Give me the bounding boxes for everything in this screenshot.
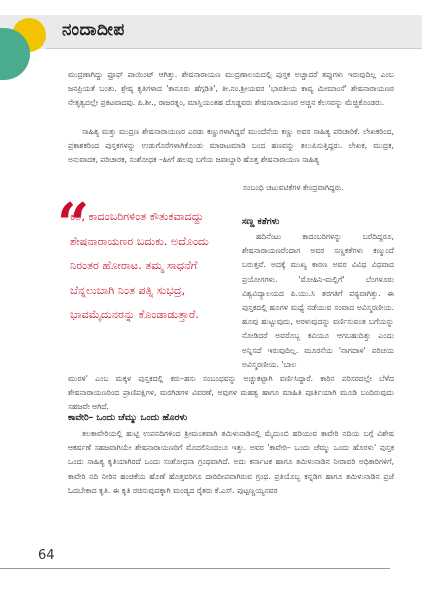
paragraph-short-stories: ಹದಿನೆಂಟು ಕಾದಂಬರಿಗಳನ್ನು ಬರೆದಿದ್ದರೂ, ಶೇಷನಾರಾಯಣರೆಂದಾಗ ಅವರ ಸಣ್ಣಕತೆಗಳು ಕಣ್ಮುಂದೆ ಬರುತ್ತವೆ. ಅದಕ್ಕೆ ಮುಖ್ಯ ಕಾರಣ ಅವರ ವಿವಿಧ ವಿಧವಾದ ಪ್ರಯೋಗಗಳು. 'ಮೋಹಿನಿ-ಮಲ್ಲಿಗೆ' ಬೆಂಗಳೂರು ವಿಶ್ವವಿದ್ಯಾಲಯದ ಪಿ.ಯು.ಸಿ ತರಗತಿಗೆ ಪಠ್ಯವಾಗಿತ್ತು. ಈ ಪುಸ್ತಕದಲ್ಲಿ ಹೂಗಳ ಮಧ್ಯೆ ನಡೆಯುವ ಸಂವಾದ ಅವಿಸ್ಮರಣೀಯ. ಹೂವು ಹುಟ್ಟುವುದು, ಅರಳುವುದನ್ನು ವರ್ಣಿಸುವಂತ ಬಗೆಯನ್ನು ನೋಡಿದರೆ ಅವರೊಬ್ಬ ಕವಿಯೂ ಆಗಬಹುದಿತ್ತು ಎಂದು ಅನ್ನಿಸದೆ ಇರುವುದಿಲ್ಲ. ಮೂರನೆಯ 'ನಾಗದಾಳ' ಪರಿಚಯ ಅವಿಸ್ಮರಣೀಯ. 'ಬಾಲ	[242, 232, 394, 369]
paragraph-literary-service-tail: ಸಂಬಂಧಿ ಚಟುವಟಿಕೆಗಳ ಕೇಂದ್ರವಾಗಿದ್ದರು.	[243, 183, 344, 192]
header-divider	[46, 48, 422, 49]
quote-mark-icon: “	[57, 191, 90, 257]
paragraph-printing: ಮುದ್ರಣಾಗಿದ್ದು ಫ್ರೂಫ್ ಪಾಯಿಂಟ್ ಆಗಿತ್ತು. ಶೇಷನಾರಾಯಣ ಮುದ್ರಣಾಲಯದಲ್ಲಿ ಪುಸ್ತಕ ಅಚ್ಚಾದರೆ ತಪ್ಪುಗಳು ಇರುವುದಿಲ್ಲ ಎಂಬ ಜನಪ್ರಿಯತೆ ಬಂತು. ಶ್ರೇಷ್ಠ ಕೃತಿಗಳಾದ 'ಕಾನೂರು ಹೆಗ್ಗಡಿತಿ', ತೀ.ನಂ.ಶ್ರೀಯವರ 'ಭಾರತೀಯ ಕಾವ್ಯ ಮೀಮಾಂಸೆ' ಶೇಷನಾರಾಯಣರ ನೇತೃತ್ವದಲ್ಲೇ ಪ್ರಕಟವಾದವು. ಪಿ.ಶೀ., ರಾಜರತ್ನಂ, ಮಾಸ್ತಿಯಂತಹ ದೊಡ್ಡವರು ಶೇಷನಾರಾಯಣರ ಅಚ್ಚಿನ ಕೆಲಸವನ್ನು ಮೆಚ್ಚಿಕೊಂಡರು.	[68, 70, 394, 108]
paragraph-kaveri: ತಲಕಾವೇರಿಯಲ್ಲಿ ಹುಟ್ಟಿ ಉಪನದಿಗಳಿಂದ ಶ್ರೀಮಂತವಾಗಿ ತಮಿಳುನಾಡಿನಲ್ಲಿ ಮೈದುಂಬಿ ಹರಿಯುವ ಕಾವೇರಿ ನದಿಯ ಬಗ್ಗೆ ವಿಶೇಷ ಆಕರ್ಷಣೆ ಸಹಜವಾಗಿಯೇ ಶೇಷನಾರಾಯಣರಿಗೆ ಮೊದಲಿನಿಂದಲೂ ಇತ್ತು. ಅವರ 'ಕಾವೇರಿ– ಒಂದು ಚೆಮ್ಮು ಒಂದು ಹೊರಳು' ಪುಸ್ತಕ ಒಂದು ಸಾಹಿತ್ಯ ಕೃತಿಯಾಗಿರದೆ ಒಂದು ಸಂಶೋಧನಾ ಗ್ರಂಥವಾಗಿದೆ. ಅದು ಕರ್ನಾಟಕ ಹಾಗೂ ತಮಿಳುನಾಡಿನ ನೀರಾವರಿ ಅಧಿಕಾರಿಗಳಿಗೆ, ಕಾವೇರಿ ನದಿ ನೀರಿನ ಹಂಚಿಕೆಯ ಹೊಣೆ ಹೊತ್ತವರಿಗೂ ದಾರಿದೀಪವಾಗಿರುವ ಗ್ರಂಥ. ಪ್ರತಿಯೊಬ್ಬ ಕನ್ನಡಿಗ ಹಾಗೂ ತಮಿಳುನಾಡಿನ ಪ್ರಜೆ ಓದಬೇಕಾದ ಕೃತಿ. ಈ ಕೃತಿ ರಚಿಸುವುದಕ್ಕಾಗಿ ಮಂಡ್ಯದ ರೈತರು ಕೆ.ಎಸ್. ಪುಟ್ಟಣ್ಣಯ್ಯನವರ	[68, 429, 394, 495]
paragraph-short-stories-tail: ಮುರಳಿ' ಎಂಬ ಮಕ್ಕಳ ಪುಸ್ತಕದಲ್ಲಿ ಕರು–ಹಸು ಸಂಬಂಧವನ್ನು ಅಚ್ಚುಕಟ್ಟಾಗಿ ವರ್ಣಿಸಿದ್ದಾರೆ. ಕಾರಿನ ಪರಿಸರದಲ್ಲೇ ಬೆಳೆದ ಶೇಷನಾರಾಯಣರಿಂದ ಪ್ರಾಣಿಪಕ್ಷಿಗಳ, ಮರಗಿಡಗಳ ವಿವರಣೆ, ಅವುಗಳ ಮಹತ್ವ ಹಾಗೂ ಮಾಹಿತಿ ಪೂರ್ತಿಯಾಗಿ ಮೂಡಿ ಬಂದಿರುವುದು ಸಹಜವೇ ಆಗಿದೆ.	[68, 374, 394, 412]
magazine-title: ನಂದಾದೀಪ	[62, 20, 125, 40]
subheading-short-stories: ಸಣ್ಣ ಕತೆಗಳು	[242, 217, 280, 227]
page-number: 64	[38, 548, 55, 563]
subheading-kaveri: ಕಾವೇರಿ– ಒಂದು ಚೆಮ್ಮು ಒಂದು ಹೊರಳು	[68, 413, 188, 423]
paragraph-literary-service: ಸಾಹಿತ್ಯ ಮತ್ತು ಮುದ್ರಣ ಶೇಷನಾರಾಯಣರ ಎರಡು ಕಣ್ಣುಗಳಾಗಿದ್ದವೆ ಮುಂದೆನೆಯ ಕಣ್ಣು ಅವರ ಸಾಹಿತ್ಯ ಪರಿಚಾರಿಕೆ. ಲೇಖಕರಿಂದ, ಪ್ರಕಾಶಕರಿಂದ ಪುಸ್ತಕಗಳನ್ನು ಉಡುಗೊರೆಗಳಾಗಿಕೊಂಡು ಮಾರಾಟಮಾಡಿ ಬಂದ ಹಣವನ್ನು ತಲುಪಿಸುತ್ತಿದ್ದರು. ಲೇಖಕ, ಮುದ್ರಕ, ಅನುವಾದಕ, ಪರಿಚಾರಕ, ಸಂಶೋಧಕ –ಹೀಗೆ ಹಲವು ಬಗೆಯ ಜವಾಬ್ದಾರಿ ಹೊತ್ತ ಶೇಷನಾರಾಯಣ ಸಾಹಿತ್ಯ	[68, 127, 394, 165]
footer-divider	[0, 568, 390, 569]
pull-quote: ಕತೆ, ಕಾದಂಬರಿಗಳಿಂತ ಕೌತುಕವಾದದ್ದು ಶೇಷನಾರಾಯಣರ ಬದುಕು. ಅದೊಂದು ನಿರಂತರ ಹೋರಾಟ. ತಮ್ಮ ಸಾಧನೆಗೆ ಬೆನ್ನಲುಬಾಗಿ ನಿಂತ ಪತ್ನಿ ಸುಭದ್ರ, ಭಾವಮೈದುನರನ್ನು ಕೊಂಡಾಡುತ್ತಾರೆ.	[70, 210, 209, 321]
